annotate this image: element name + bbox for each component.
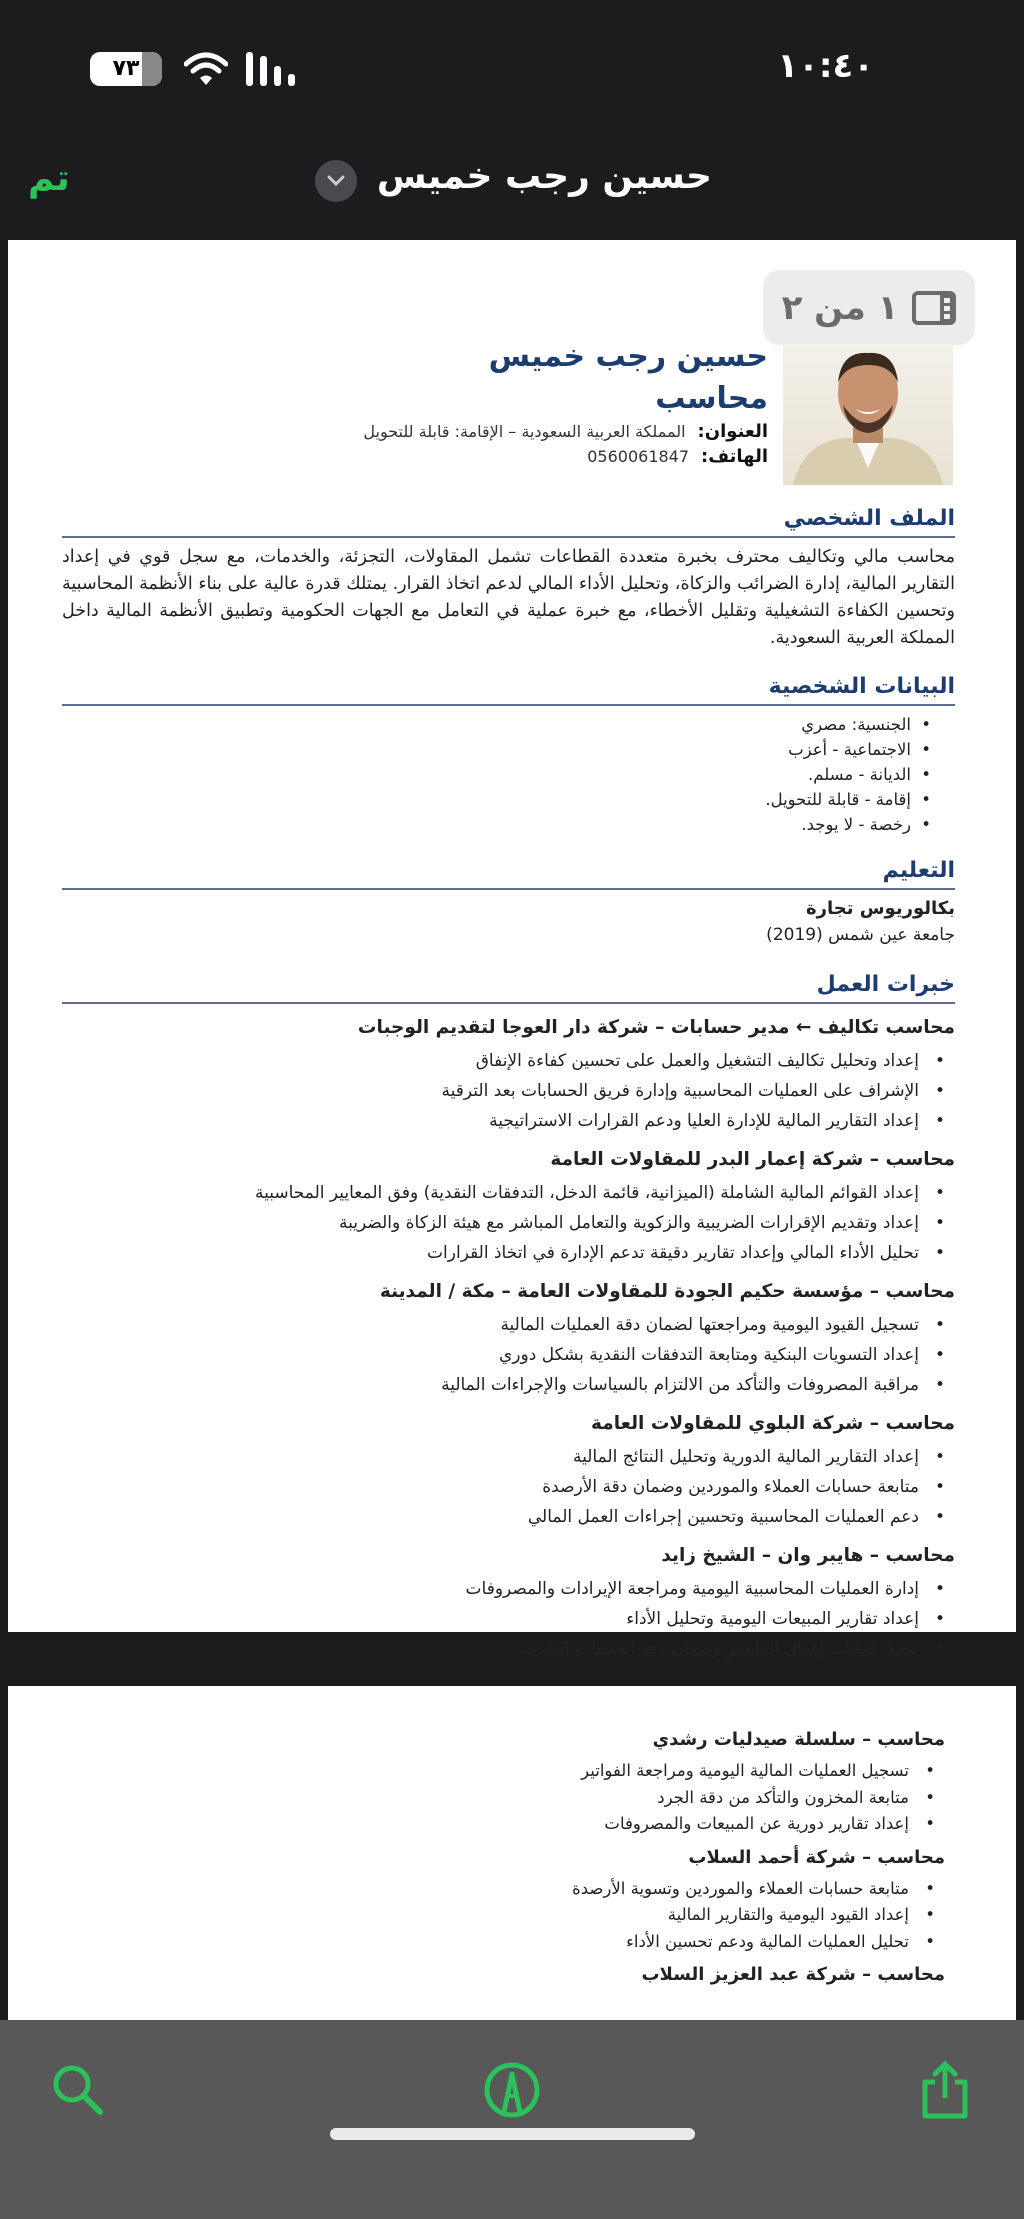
- education-university: جامعة عين شمس (2019): [766, 925, 955, 945]
- section-heading: الملف الشخصي: [62, 502, 955, 538]
- document-page-1[interactable]: [8, 240, 1016, 1659]
- address-row: [363, 419, 768, 444]
- section-heading: التعليم: [62, 854, 955, 890]
- list-item: • تحليل الأداء المالي وإعداد تقارير دقيقة تدعم الإدارة في اتخاذ القرارات: [62, 1238, 947, 1268]
- personal-list: [62, 712, 933, 837]
- job-bullets: [572, 1876, 945, 1956]
- list-item: • دعم العمليات المحاسبية وتحسين إجراءات العمل المالي: [62, 1502, 947, 1532]
- job-bullets: [62, 1442, 955, 1532]
- job-title: محاسب – شركة البلوي للمقاولات العامة: [591, 1413, 955, 1434]
- page-indicator-label: ١ من ٢: [781, 287, 899, 328]
- list-item: • إعداد وتقديم الإقرارات الضريبية والزكوية والتعامل المباشر مع هيئة الزكاة والضريبة: [62, 1208, 947, 1238]
- battery-level: ٧٣: [112, 56, 140, 81]
- list-item: • رخصة - لا يوجد.: [62, 812, 933, 837]
- job-bullets: [62, 1574, 955, 1664]
- profile-photo: [783, 343, 953, 485]
- list-item: • الديانة - مسلم.: [62, 762, 933, 787]
- list-item: • متابعة حسابات العملاء والموردين وضمان دقة الأرصدة: [62, 1472, 947, 1502]
- personal-section: [62, 670, 955, 837]
- list-item: • تحليل العمليات المالية ودعم تحسين الأداء: [572, 1929, 937, 1956]
- done-button[interactable]: تم: [28, 158, 70, 199]
- phone-row: [363, 444, 768, 469]
- markup-button[interactable]: [482, 2060, 542, 2120]
- list-item: • إعداد القيود اليومية والتقارير المالية: [572, 1902, 937, 1929]
- resume-role: محاسب: [655, 381, 768, 416]
- list-item: • إعداد وتحليل تكاليف التشغيل والعمل على تحسين كفاءة الإنفاق: [62, 1046, 947, 1076]
- job-bullets: [572, 1758, 945, 1838]
- job-title: محاسب – شركة أحمد السلاب: [688, 1846, 945, 1868]
- signal-icon: [244, 52, 302, 88]
- address-label: العنوان:: [697, 421, 768, 442]
- list-item: • إعداد القوائم المالية الشاملة (الميزانية، قائمة الدخل، التدفقات النقدية) وفق المعايير المحاسبية: [62, 1178, 947, 1208]
- list-item: • الاجتماعية - أعزب: [62, 737, 933, 762]
- profile-summary: محاسب مالي وتكاليف محترف بخبرة متعددة القطاعات تشمل المقاولات، التجزئة، والخدمات، مع سجل قوي في إعداد التقارير المالية، إدارة الضرائب والزكاة، وتحليل الأداء المالي لدعم اتخاذ القرار. يمتلك قدرة عالية على بناء الأنظمة المحاسبية وتحسين الكفاءة التشغيلية وتقليل الأخطاء، مع خبرة عملية في التعامل مع الجهات الحكومية وتطبيق الأنظمة المالية داخل المملكة العربية السعودية.: [62, 547, 955, 648]
- job-title: محاسب – سلسلة صيدليات رشدي: [652, 1729, 945, 1750]
- list-item: • الجنسية: مصري: [62, 712, 933, 737]
- job-entry: [62, 1538, 955, 1664]
- home-indicator[interactable]: [330, 2128, 695, 2140]
- wifi-icon: [184, 52, 228, 88]
- list-item: • متابعة المخزون والتأكد من دقة الجرد: [572, 1785, 937, 1812]
- job-list: [62, 1010, 955, 1664]
- education-section: [62, 854, 955, 948]
- job-list: [572, 1722, 945, 1993]
- list-item: • إعداد التسويات البنكية ومتابعة التدفقات النقدية بشكل دوري: [62, 1340, 947, 1370]
- search-button[interactable]: [48, 2060, 108, 2120]
- resume-name: حسين رجب خميس: [488, 339, 768, 374]
- list-item: • تنفيذ عمليات إقفال الكاشير وضمان دقة العمليات النقدية: [62, 1634, 947, 1664]
- job-title: محاسب – شركة إعمار البدر للمقاولات العامة: [550, 1149, 955, 1170]
- nav-bar: [0, 150, 1024, 220]
- list-item: • تسجيل العمليات المالية اليومية ومراجعة الفواتير: [572, 1758, 937, 1785]
- profile-section: [62, 502, 955, 652]
- section-heading: خبرات العمل: [62, 968, 955, 1004]
- status-bar: [0, 0, 1024, 130]
- bottom-toolbar: [0, 2020, 1024, 2219]
- document-title[interactable]: حسين رجب خميس: [376, 156, 712, 197]
- document-page-2[interactable]: [8, 1686, 1016, 2046]
- experience-section: [62, 968, 955, 1664]
- job-bullets: [62, 1310, 955, 1400]
- job-entry: [62, 1142, 955, 1268]
- list-item: • إدارة العمليات المحاسبية اليومية ومراجعة الإيرادات والمصروفات: [62, 1574, 947, 1604]
- job-entry: [572, 1957, 945, 1993]
- list-item: • متابعة حسابات العملاء والموردين وتسوية الأرصدة: [572, 1876, 937, 1903]
- job-entry: [62, 1010, 955, 1136]
- list-item: • إعداد تقارير المبيعات اليومية وتحليل الأداء: [62, 1604, 947, 1634]
- education-degree: بكالوريوس تجارة: [805, 898, 955, 919]
- list-item: • إعداد تقارير دورية عن المبيعات والمصروفات: [572, 1811, 937, 1838]
- job-title: محاسب – مؤسسة حكيم الجودة للمقاولات العامة – مكة / المدينة: [379, 1281, 955, 1302]
- job-entry: [62, 1274, 955, 1400]
- job-entry: [572, 1840, 945, 1956]
- job-bullets: [62, 1046, 955, 1136]
- sidebar-icon: [912, 291, 956, 325]
- job-title: محاسب تكاليف ← مدير حسابات – شركة دار العوجا لتقديم الوجبات: [357, 1017, 955, 1038]
- list-item: • إقامة - قابلة للتحويل.: [62, 787, 933, 812]
- markup-icon: [482, 2060, 542, 2120]
- phone-value: 0560061847: [587, 447, 690, 466]
- search-icon: [50, 2062, 106, 2118]
- phone-label: الهاتف:: [701, 446, 768, 467]
- list-item: • مراقبة المصروفات والتأكد من الالتزام بالسياسات والإجراءات المالية: [62, 1370, 947, 1400]
- share-button[interactable]: [915, 2060, 975, 2120]
- list-item: • الإشراف على العمليات المحاسبية وإدارة فريق الحسابات بعد الترقية: [62, 1076, 947, 1106]
- job-title: محاسب – شركة عبد العزيز السلاب: [641, 1964, 945, 1985]
- resume-header: [363, 335, 768, 469]
- address-value: المملكة العربية السعودية – الإقامة: قابلة للتحويل: [363, 422, 686, 441]
- job-entry: [572, 1722, 945, 1838]
- job-title: محاسب – هايبر وان – الشيخ زايد: [661, 1545, 955, 1566]
- chevron-down-icon[interactable]: [315, 160, 357, 202]
- share-icon: [917, 2060, 973, 2120]
- battery-icon: [90, 52, 162, 86]
- list-item: • إعداد التقارير المالية الدورية وتحليل النتائج المالية: [62, 1442, 947, 1472]
- job-entry: [62, 1406, 955, 1532]
- list-item: • إعداد التقارير المالية للإدارة العليا ودعم القرارات الاستراتيجية: [62, 1106, 947, 1136]
- list-item: • تسجيل القيود اليومية ومراجعتها لضمان دقة العمليات المالية: [62, 1310, 947, 1340]
- section-heading: البيانات الشخصية: [62, 670, 955, 706]
- clock: ١٠:٤٠: [777, 46, 874, 86]
- page-indicator[interactable]: [763, 270, 975, 345]
- job-bullets: [62, 1178, 955, 1268]
